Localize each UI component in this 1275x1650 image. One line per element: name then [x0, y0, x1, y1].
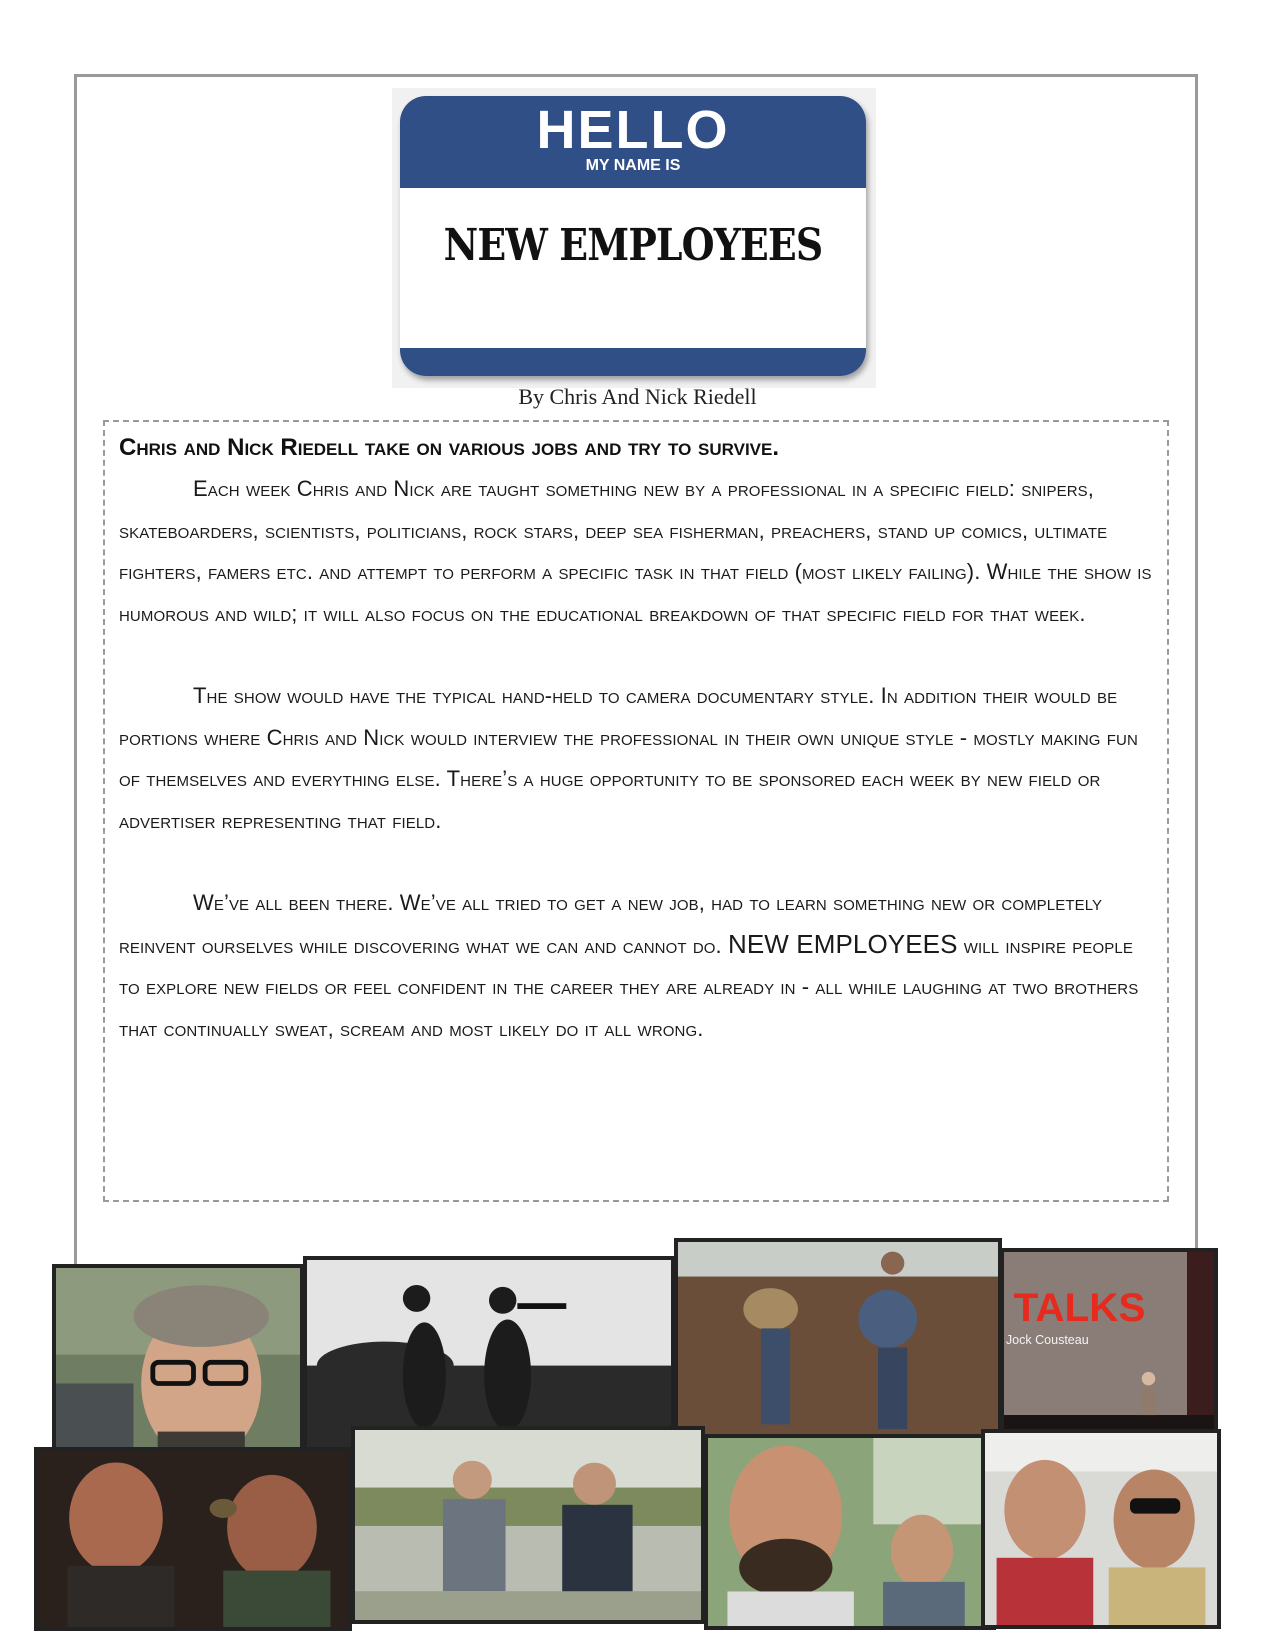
ted-logo-text: TALKS [1013, 1284, 1146, 1331]
photo-two-men-car [981, 1429, 1221, 1629]
paragraph-2: The show would have the typical hand-held to camera documentary style. In addition their would be portions where Chris and Nick would interview the professional in their own unique style - mostly making fun of themselves and everything else. There’s a huge opportunity to be sponsored each week by new field or advertiser representing that field. [119, 683, 1138, 833]
photo-two-men-night [34, 1447, 352, 1631]
photo-ted-talk [1000, 1248, 1218, 1444]
name-tag-logo [400, 96, 866, 376]
name-tag-my-name-is: MY NAME IS [585, 157, 681, 174]
name-tag-name: NEW EMPLOYEES [443, 220, 823, 271]
paragraph-3-text-end: will inspire people to explore new fields or feel confident in the career they are already in - all while laughing at two brothers that continually sweat, scream and most likely do it all wrong. [119, 932, 1139, 1041]
paragraph-3 [119, 882, 1153, 1049]
ted-caption: Jock Cousteau [1005, 1333, 1089, 1348]
paragraph-3-text: We’ve all been there. We’ve all tried to get a new job, had to learn something new or completely reinvent ourselves while discovering what we can and cannot do. [119, 890, 1103, 958]
paragraph-1: Each week Chris and Nick are taught something new by a professional in a specific field: snipers, skateboarders, scientists, politicians, rock stars, deep sea fisherman, preachers, stand up comics, ultimate fighters, famers etc. and attempt to perform a specific task in that field (most likely failing). While the show is humorous and wild; it will also focus on the educational breakdown of that specific field for that week. [119, 476, 1152, 626]
name-tag-footer [400, 348, 866, 376]
photo-man-in-cap [52, 1264, 304, 1476]
photo-two-men-sitting [351, 1426, 705, 1624]
headline: Chris and Nick Riedell take on various jobs and try to survive. [119, 434, 780, 461]
byline: By Chris And Nick Riedell [518, 384, 757, 409]
show-title-inline: NEW EMPLOYEES [727, 928, 958, 959]
photo-bearded-man-smiling [704, 1434, 996, 1630]
name-tag-header [400, 96, 866, 188]
description-box [103, 420, 1169, 1202]
photo-field-run [674, 1238, 1002, 1438]
name-tag-hello: HELLO [536, 100, 730, 160]
